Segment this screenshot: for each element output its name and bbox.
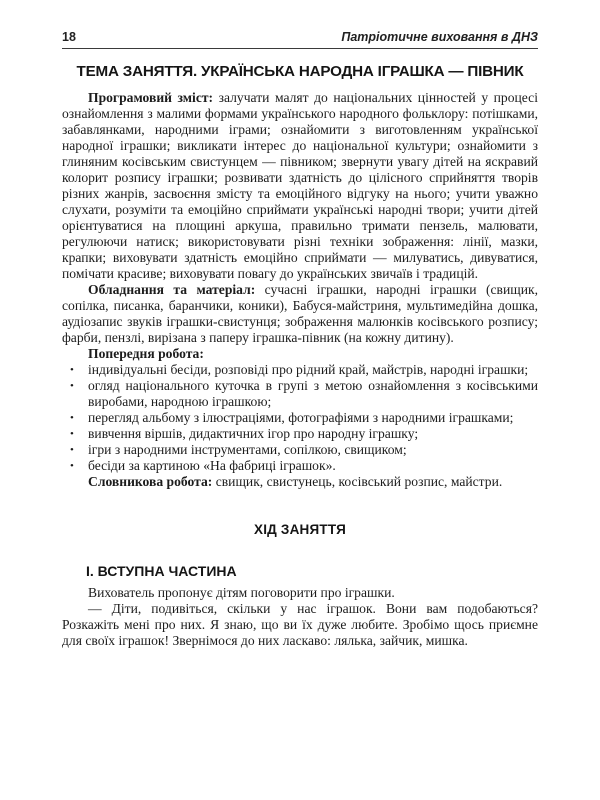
vocabulary-lead: Словникова робота: bbox=[88, 474, 213, 489]
lesson-paragraph: — Діти, подивіться, скільки у нас іграшок. Вони вам подобаються? Розкажіть мені про них. Я знаю, що ви їх дуже любите. Зробімо щось приємне для своїх іграшок! Звернімося до них ласкаво: лялька, зайчик, мишка. bbox=[62, 601, 538, 648]
list-item: • перегляд альбому з ілюстраціями, фотографіями з народними іграшками; bbox=[70, 410, 514, 425]
running-title: Патріотичне виховання в ДНЗ bbox=[341, 30, 538, 44]
program-content-paragraph bbox=[62, 90, 538, 282]
list-item: • ігри з народними інструментами, сопілкою, свищиком; bbox=[70, 442, 407, 457]
page-header bbox=[62, 30, 538, 49]
program-content-text: залучати малят до національних цінностей у процесі ознайомлення з малими формами українського народного фольклору: потішками, забавлянками, народними іграми; ознайомити з виготовленням української народної іграшки; викликати інтерес до національної культури; ознайомити з глиняним косівським свистунцем — півником; звернути увагу дітей на яскравий колорит розпису іграшки; розвивати здатність до цілісного сприйняття творів різних жанрів, засвоєння змісту та емоційного відгуку на нього; учити уважно слухати, розуміти та емоційно сприймати українські народні твори; учити дітей орієнтуватися на площині аркуша, правильно тримати пензель, малювати, регулюючи натиск; використовувати різні техніки зображення: лінії, мазки, крапки; виховувати здатність емоційно сприймати — милуватись, дивуватися, помічати красиве; виховувати повагу до українських звичаїв і традицій. bbox=[62, 90, 538, 281]
lesson-course-heading: ХІД ЗАНЯТТЯ bbox=[253, 522, 346, 537]
bullet-icon: • bbox=[70, 444, 74, 456]
lesson-body bbox=[62, 585, 538, 649]
part1-heading: І. ВСТУПНА ЧАСТИНА bbox=[86, 563, 237, 579]
page-number: 18 bbox=[62, 30, 76, 44]
preliminary-work-list bbox=[62, 362, 538, 474]
vocabulary-paragraph bbox=[62, 474, 538, 490]
equipment-paragraph bbox=[62, 282, 538, 346]
bullet-icon: • bbox=[70, 460, 74, 472]
bullet-icon: • bbox=[70, 364, 74, 376]
list-item: • огляд національного куточка в групі з метою ознайомлення з косівськими виробами, народною іграшкою; bbox=[70, 378, 538, 409]
lesson-topic-title: ТЕМА ЗАНЯТТЯ. УКРАЇНСЬКА НАРОДНА ІГРАШКА — ПІВНИК bbox=[76, 63, 524, 80]
list-item: • бесіди за картиною «На фабриці іграшок». bbox=[70, 458, 336, 473]
program-content-lead: Програмовий зміст: bbox=[88, 90, 214, 105]
bullet-icon: • bbox=[70, 380, 74, 392]
lesson-description bbox=[62, 90, 538, 490]
bullet-icon: • bbox=[70, 412, 74, 424]
lesson-paragraph: Вихователь пропонує дітям поговорити про іграшки. bbox=[88, 585, 395, 600]
list-item: • вивчення віршів, дидактичних ігор про народну іграшку; bbox=[70, 426, 419, 441]
bullet-icon: • bbox=[70, 428, 74, 440]
preliminary-work-heading: Попередня робота: bbox=[88, 346, 204, 361]
vocabulary-text: свищик, свистунець, косівський розпис, майстри. bbox=[212, 474, 503, 489]
equipment-lead: Обладнання та матеріал: bbox=[88, 282, 256, 297]
equipment-text: сучасні іграшки, народні іграшки (свищик, сопілка, писанка, баранчики, коники), Бабуся-майстриня, мультимедійна дошка, аудіозапис звуків іграшки-свистунця; зображення малюнків косівського розпису; фарби, пензлі, вирізана з паперу іграшка-півник (на кожну дитину). bbox=[62, 282, 538, 345]
list-item: • індивідуальні бесіди, розповіді про рідний край, майстрів, народні іграшки; bbox=[70, 362, 529, 377]
